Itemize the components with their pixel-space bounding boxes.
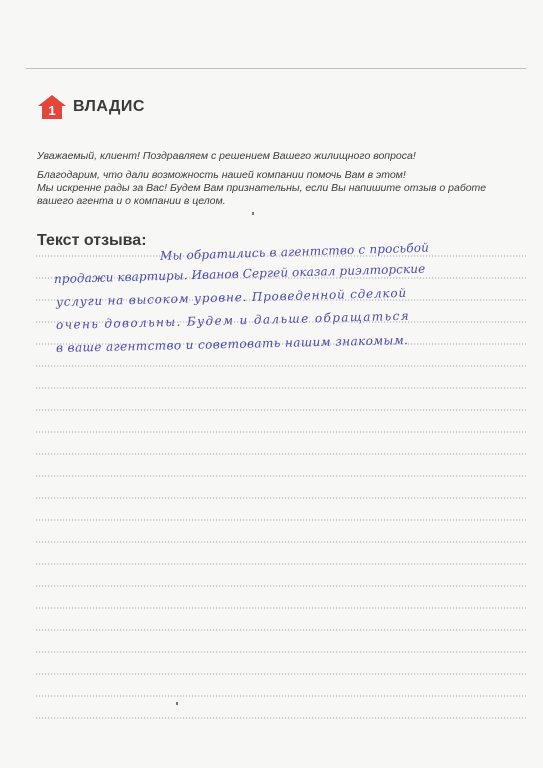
intro-thanks: Благодарим, что дали возможность нашей компании помочь Вам в этом!	[37, 169, 406, 181]
scan-speck	[176, 702, 178, 705]
handwriting-line: очень довольны. Будем и дальше обращаться	[55, 308, 411, 332]
brand-name: ВЛАДИС	[73, 98, 145, 115]
handwriting-line: продажи квартиры. Иванов Сергей оказал риэлторские	[53, 261, 426, 286]
logo-digit: 1	[48, 103, 56, 118]
review-heading: Текст отзыва:	[37, 232, 147, 249]
intro-request-cont: вашего агента и о компании в целом.	[37, 195, 226, 207]
intro-greeting: Уважаемый, клиент! Поздравляем с решением Вашего жилищного вопроса!	[37, 150, 416, 162]
intro-request: Мы искренне рады за Вас! Будем Вам признательны, если Вы напишите отзыв о работе	[37, 182, 487, 194]
handwriting-line: Мы обратились в агентство с просьбой	[159, 240, 430, 263]
handwriting-line: услуги на высоком уровне. Проведенной сделкой	[55, 285, 408, 309]
handwriting-line: в ваше агентство и советовать нашим знакомым.	[55, 333, 409, 355]
scan-speck	[252, 212, 254, 215]
